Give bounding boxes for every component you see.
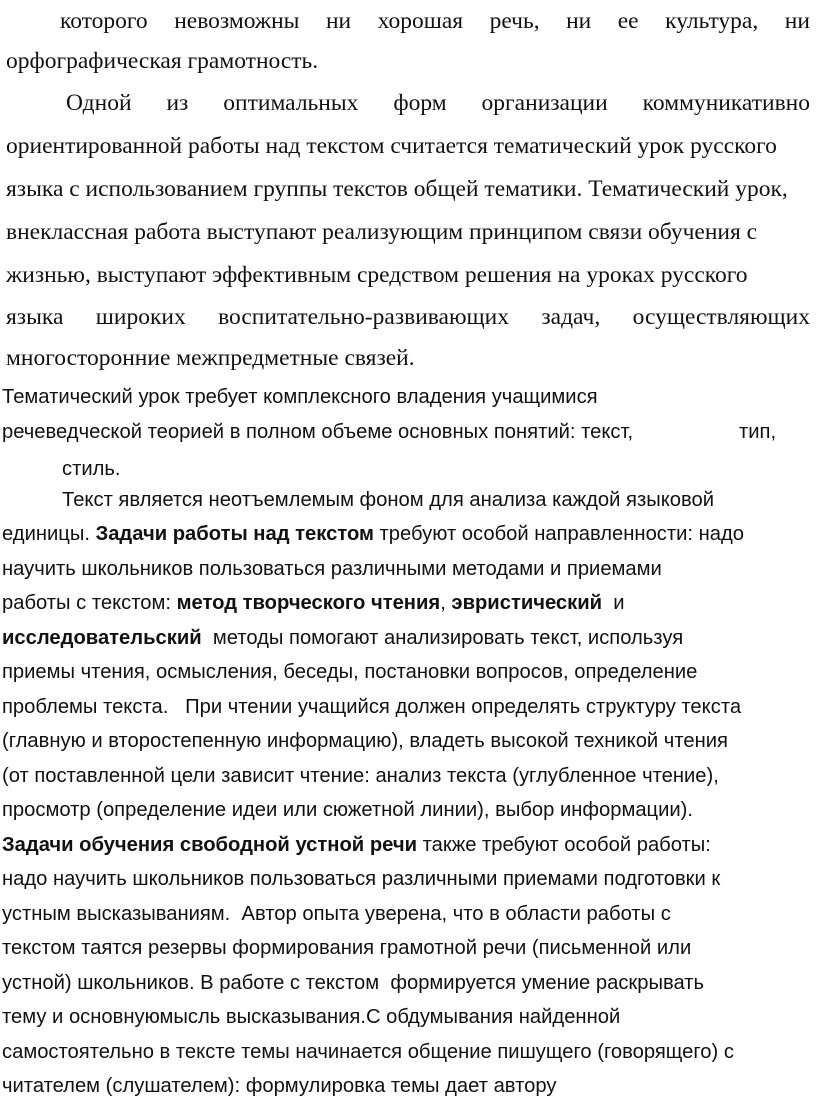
text-line	[60, 4, 810, 38]
text-span: и	[602, 592, 625, 614]
word: коммуникативно	[642, 90, 810, 116]
text-line	[2, 828, 814, 862]
text-span: методы помогают анализировать текст, используя	[201, 627, 684, 649]
text-line: внеклассная работа выступают реализующим принципом связи обучения с	[6, 219, 758, 245]
text-line: устной) школьников. В работе с текстом формируется умение раскрывать	[2, 972, 705, 994]
text-line: самостоятельно в тексте темы начинается общение пишущего (говорящего) с	[2, 1041, 734, 1063]
text-line: Тематический урок требует комплексного владения учащимися	[2, 386, 598, 408]
text-line: приемы чтения, осмысления, беседы, постановки вопросов, определение	[2, 661, 698, 683]
text-line: Текст является неотъемлемым фоном для анализа каждой языковой	[62, 489, 714, 511]
word: речь,	[489, 8, 540, 34]
text-line: читателем (слушателем): формулировка темы дает автору	[2, 1075, 557, 1097]
word: хорошая	[377, 8, 464, 34]
text-line: многосторонние межпредметные связей.	[6, 345, 415, 371]
text-line: устным высказываниям. Автор опыта уверена, что в области работы с	[2, 903, 671, 925]
text-line: проблемы текста. При чтении учащийся должен определять структуру текста	[2, 696, 742, 718]
text-line: языка с использованием группы текстов общей тематики. Тематический урок,	[6, 176, 788, 202]
word: воспитательно-развивающих	[218, 304, 509, 330]
text-span: работы с текстом:	[2, 592, 177, 614]
text-span: требуют особой направленности: надо	[373, 523, 745, 545]
word: оптимальных	[223, 90, 359, 116]
text-line	[2, 586, 814, 620]
text-line: жизнью, выступают эффективным средством решения на уроках русского	[6, 262, 748, 288]
text-line: стиль.	[62, 458, 121, 480]
text-line: научить школьников пользоваться различными методами и приемами	[2, 558, 662, 580]
word: ни	[566, 8, 592, 34]
word: невозможны	[174, 8, 300, 34]
word: ни	[325, 8, 352, 34]
text-line: текстом таятся резервы формирования грамотной речи (письменной или	[2, 937, 692, 959]
text-line: ориентированной работы над текстом считается тематический урок русского	[6, 133, 777, 159]
text-line	[2, 517, 814, 551]
word: ее	[617, 8, 639, 34]
word: ни	[784, 8, 810, 34]
text-line: орфографическая грамотность.	[6, 48, 319, 74]
bold-phrase: метод творческого чтения	[176, 592, 441, 614]
word: из	[166, 90, 189, 116]
text-line: просмотр (определение идеи или сюжетной линии), выбор информации).	[2, 799, 694, 821]
text-line: надо научить школьников пользоваться различными приемами подготовки к	[2, 868, 721, 890]
word: культура,	[665, 8, 759, 34]
text-span: также требуют особой работы:	[417, 834, 711, 856]
word: форм	[393, 90, 447, 116]
word: широких	[95, 304, 186, 330]
text-line	[2, 621, 814, 655]
text-line: (от поставленной цели зависит чтение: анализ текста (углубленное чтение),	[2, 765, 719, 787]
bold-phrase: исследовательский	[2, 627, 202, 649]
text-span: тип,	[739, 421, 777, 443]
text-span: ,	[440, 592, 452, 614]
word: Одной	[66, 90, 132, 116]
text-span: речеведческой теорией в полном объеме основных понятий: текст,	[2, 421, 634, 443]
bold-phrase: Задачи обучения свободной устной речи	[2, 834, 418, 856]
bold-phrase: Задачи работы над текстом	[95, 523, 374, 545]
bold-phrase: эвристический	[451, 592, 603, 614]
text-line	[66, 86, 810, 120]
text-line	[2, 415, 814, 449]
text-line: тему и основнуюмысль высказывания.С обдумывания найденной	[2, 1006, 621, 1028]
word: языка	[6, 304, 64, 330]
word: осуществляющих	[632, 304, 810, 330]
word: задач,	[541, 304, 601, 330]
text-span: единицы.	[2, 523, 96, 545]
text-line	[6, 300, 810, 334]
word: которого	[60, 8, 148, 34]
text-line: (главную и второстепенную информацию), владеть высокой техникой чтения	[2, 730, 728, 752]
word: организации	[481, 90, 608, 116]
